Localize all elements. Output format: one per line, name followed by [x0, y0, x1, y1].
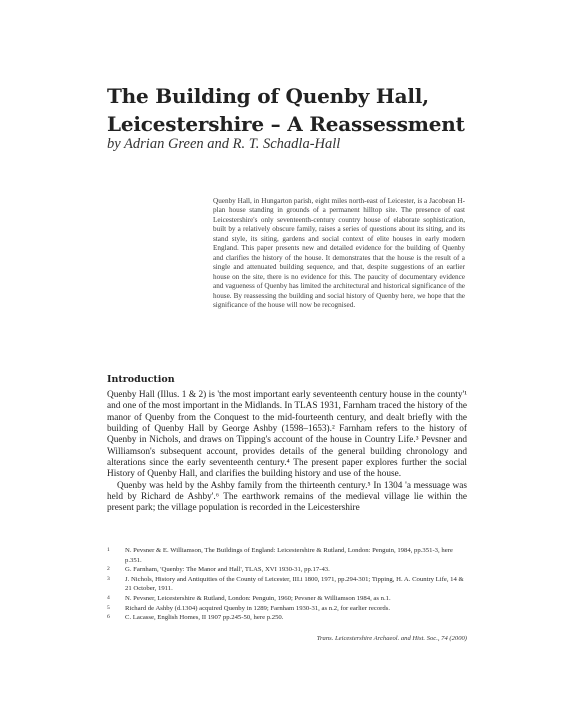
footnote-text: C. Lacasse, English Homes, II 1907 pp.245-50, here p.250.	[125, 614, 284, 622]
paragraph-1: Quenby Hall (Illus. 1 & 2) is 'the most important early seventeenth century house in the county'¹ and one of the most important in the Midlands. In TLAS 1931, Farnham traced the history of the manor of Quenby from the Conquest to the mid-fourteenth century, and dealt briefly with the building of Quenby Hall by George Ashby (1598–1653).² Farnham refers to the history of Quenby in Nichols, and draws on Tipping's account of the house in Country Life.³ Pevsner and Williamson's subsequent account, provides details of the general building chronology and alterations since the early seventeenth century.⁴ The present paper explores further the social History of Quenby Hall, and clarifies the building history and use of the house.	[107, 390, 467, 480]
footnote-text: G. Farnham, 'Quenby: The Manor and Hall', TLAS, XVI 1930-31, pp.17-43.	[125, 566, 330, 574]
footnote-number: 2	[107, 566, 110, 573]
byline: by Adrian Green and R. T. Schadla-Hall	[107, 136, 341, 152]
footnote	[107, 613, 467, 623]
footnote	[107, 604, 467, 614]
abstract: Quenby Hall, in Hungarton parish, eight miles north-east of Leicester, is a Jacobean H-plan house standing in grounds of a permanent hilltop site. The presence of east Leicestershire's only seventeenth-century country house of elaborate sophistication, built by a relatively obscure family, raises a series of questions about its siting, and its stand style, its siting, gardens and social context of elite houses in early modern England. This paper presents new and detailed evidence for the building of Quenby and clarifies the history of the house. It demonstrates that the house is the result of a single and attenuated building sequence, and that, despite suggestions of an earlier house on the site, there is no evidence for this. The paucity of documentary evidence and vagueness of Quenby has limited the architectural and historical significance of the house. By reassessing the building and social history of Quenby here, we hope that the significance of the house will now be recognised.	[213, 197, 465, 309]
footnote-number: 6	[107, 614, 110, 621]
footnote-number: 5	[107, 604, 110, 611]
footnote	[107, 546, 467, 565]
footnote	[107, 575, 467, 594]
footnote-text: N. Pevsner, Leicestershire & Rutland, London: Penguin, 1960; Pevsner & Williamson 1984, as n.1.	[125, 594, 391, 602]
title-line-2: Leicestershire – A Reassessment	[107, 112, 465, 136]
journal-reference: Trans. Leicestershire Archaeol. and Hist. Soc., 74 (2000)	[316, 635, 467, 642]
footnote	[107, 594, 467, 604]
footnote	[107, 565, 467, 575]
footnote-number: 1	[107, 547, 110, 553]
footnote-text: Richard de Ashby (d.1304) acquired Quenby in 1289; Farnham 1930-31, as n.2, for earlier records.	[125, 604, 391, 612]
footnote-number: 4	[107, 594, 110, 601]
section-heading: Introduction	[107, 374, 175, 385]
footnote-number: 3	[107, 575, 110, 582]
article-title	[107, 82, 527, 138]
title-line-1: The Building of Quenby Hall,	[107, 84, 429, 108]
body-text	[107, 390, 467, 515]
footnote-text: J. Nichols, History and Antiquities of the County of Leicester, III.i 1800, 1971, pp.294-301; Tipping, H. A. Country Life, 14 & 21 October, 1911.	[125, 575, 464, 593]
footnotes	[107, 546, 467, 623]
footnote-text: N. Pevsner & E. Williamson, The Buildings of England: Leicestershire & Rutland, London: Penguin, 1984, pp.351-3, here p.351.	[125, 547, 453, 564]
paragraph-2: Quenby was held by the Ashby family from the thirteenth century.⁵ In 1304 'a messuage was held by Richard de Ashby'.⁶ The earthwork remains of the medieval village lie within the present park; the village population is recorded in the Leicestershire	[107, 480, 467, 514]
